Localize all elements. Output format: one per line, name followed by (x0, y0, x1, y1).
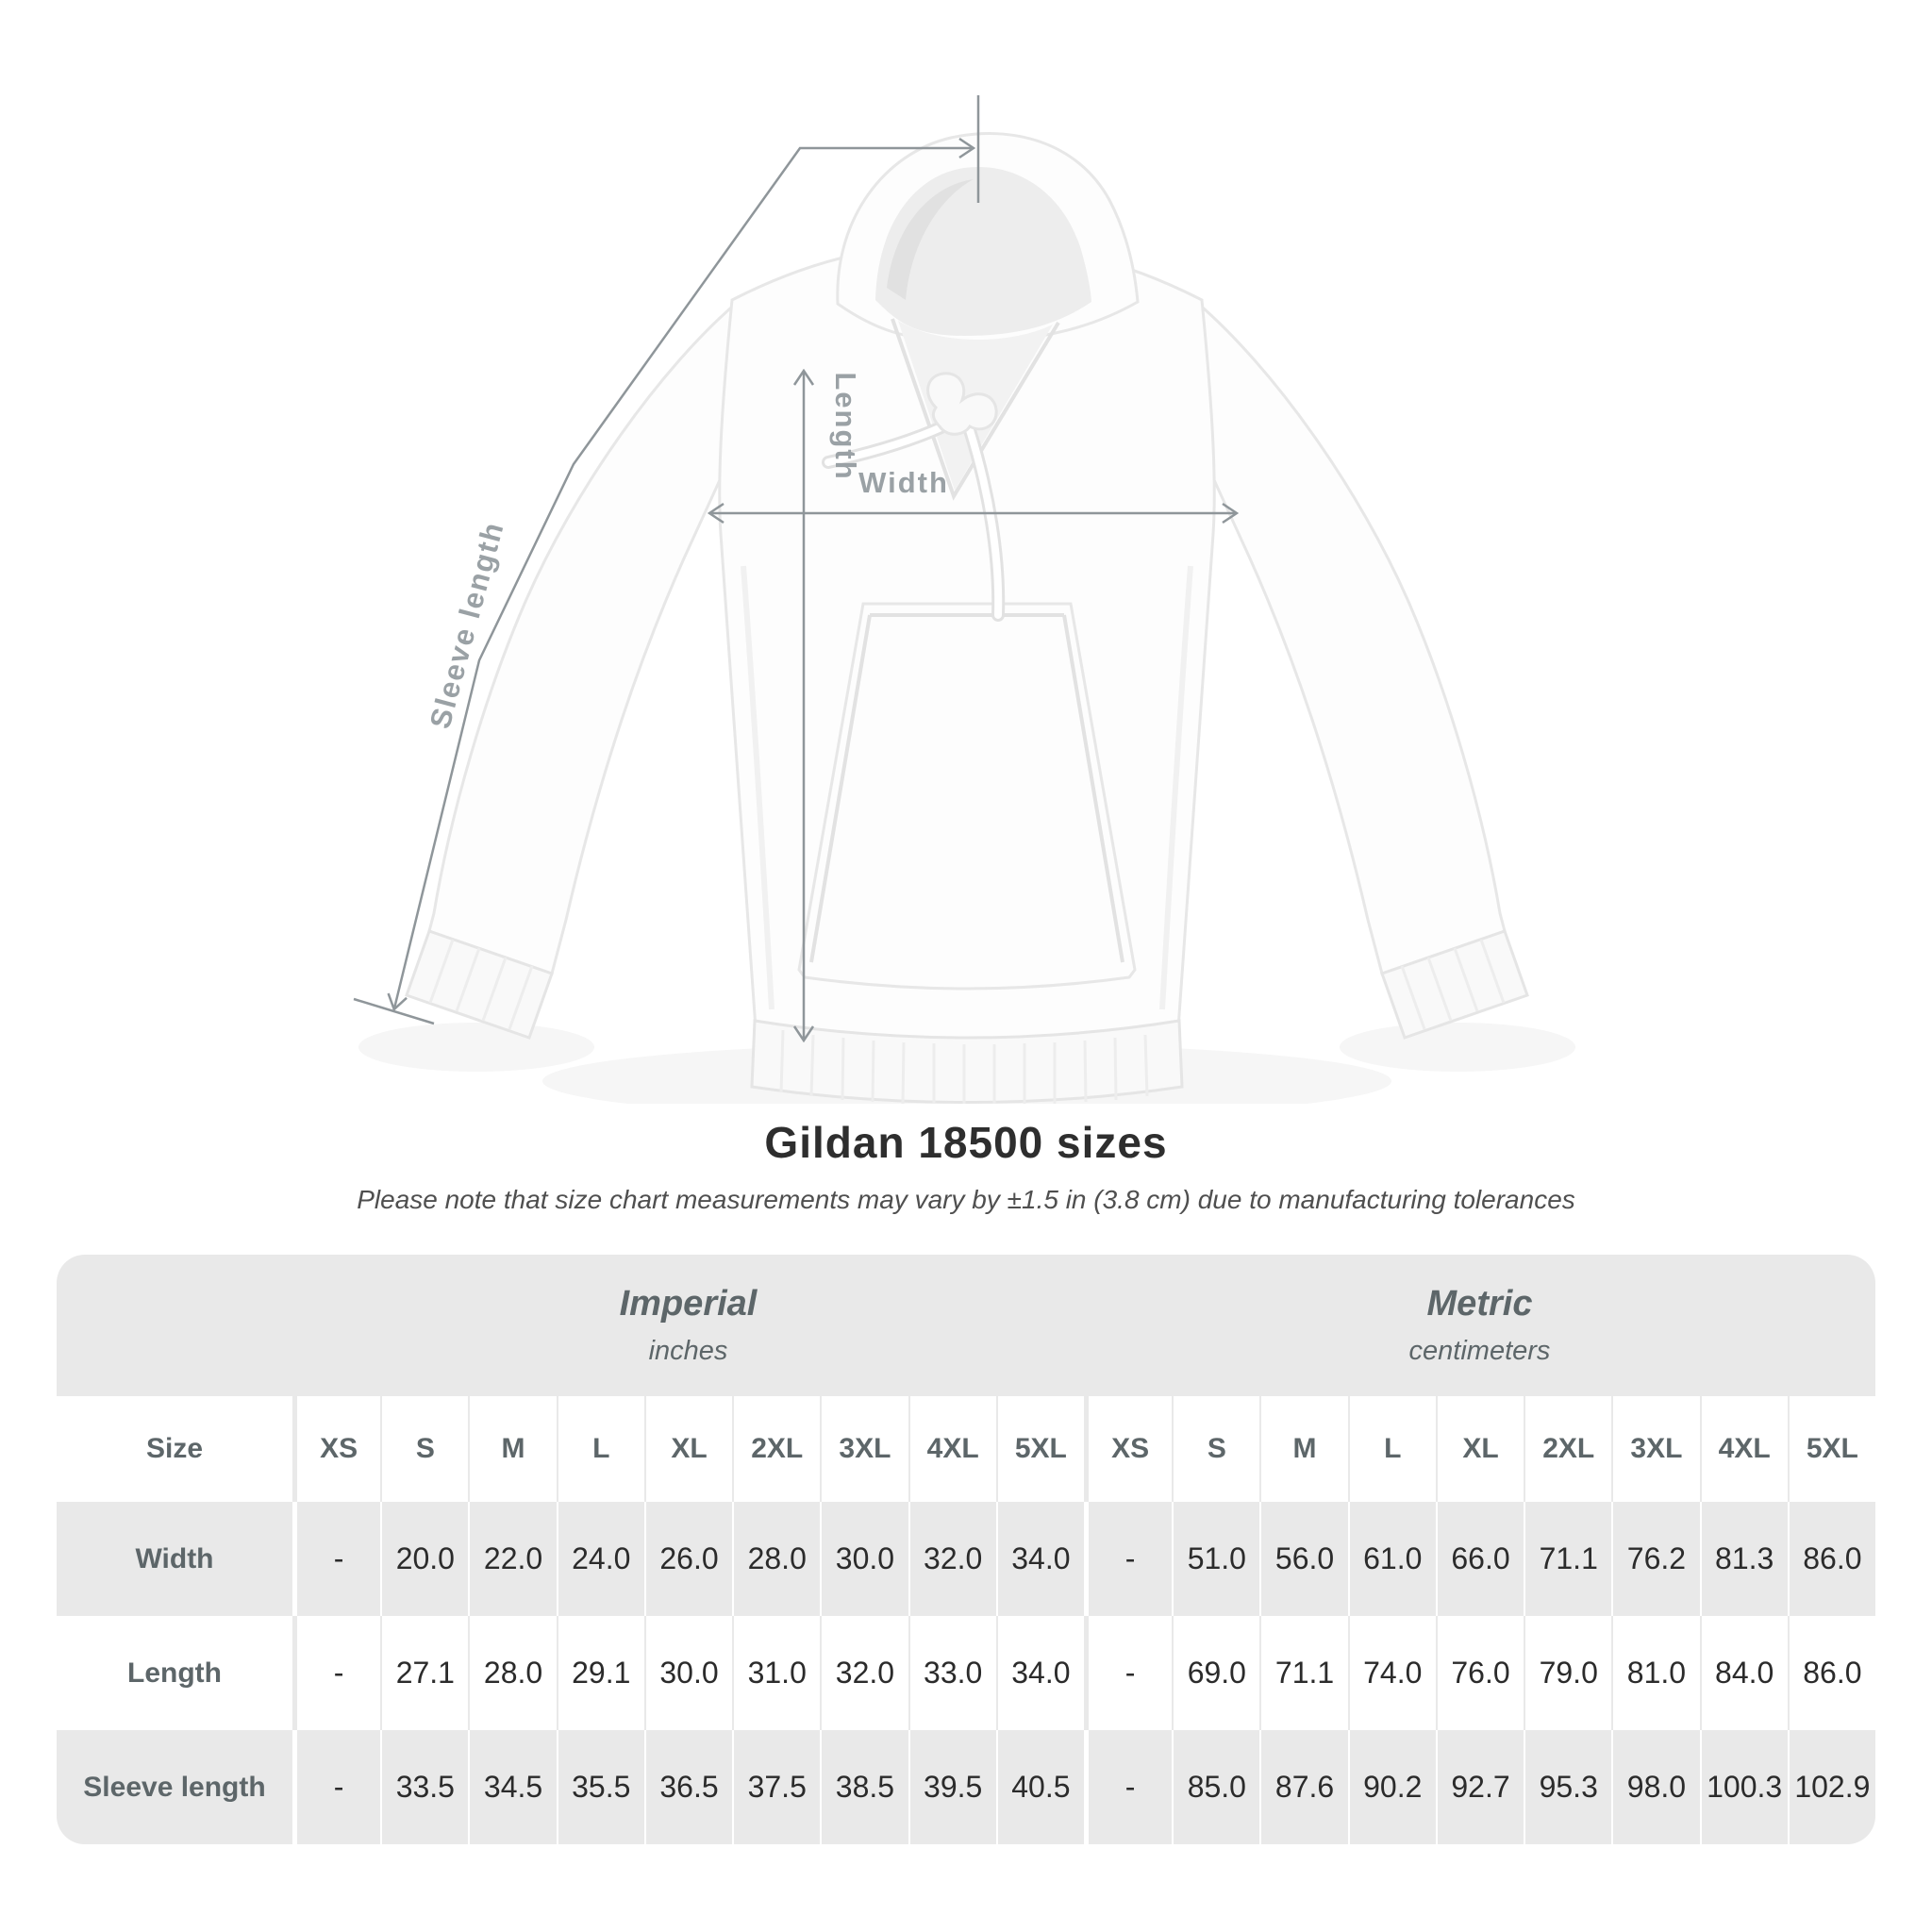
size-header-imperial-4xl: 4XL (908, 1396, 996, 1502)
value-imperial-width: 26.0 (644, 1502, 732, 1616)
size-header-imperial-xl: XL (644, 1396, 732, 1502)
value-imperial-length: 27.1 (380, 1616, 468, 1730)
value-metric-sleeve-length: 90.2 (1348, 1730, 1436, 1844)
value-imperial-sleeve-length: 38.5 (820, 1730, 908, 1844)
metric-section-header (1084, 1255, 1875, 1396)
value-metric-length: 79.0 (1524, 1616, 1611, 1730)
value-metric-sleeve-length: 95.3 (1524, 1730, 1611, 1844)
value-metric-width: 86.0 (1788, 1502, 1875, 1616)
value-imperial-width: 20.0 (380, 1502, 468, 1616)
value-metric-sleeve-length: 92.7 (1436, 1730, 1524, 1844)
value-imperial-length: 31.0 (732, 1616, 820, 1730)
value-metric-sleeve-length: 98.0 (1611, 1730, 1699, 1844)
value-imperial-width: 30.0 (820, 1502, 908, 1616)
imperial-section-header (292, 1255, 1084, 1396)
size-header-imperial-s: S (380, 1396, 468, 1502)
size-header-metric-xs: XS (1084, 1396, 1172, 1502)
value-metric-width: 76.2 (1611, 1502, 1699, 1616)
value-imperial-length: 30.0 (644, 1616, 732, 1730)
size-table (57, 1255, 1875, 1844)
value-metric-length: 69.0 (1172, 1616, 1259, 1730)
value-metric-width: 51.0 (1172, 1502, 1259, 1616)
sleeve-length-label: Sleeve length (423, 517, 510, 732)
value-imperial-length: 32.0 (820, 1616, 908, 1730)
size-header-imperial-xs: XS (292, 1396, 380, 1502)
size-header-metric-2xl: 2XL (1524, 1396, 1611, 1502)
value-metric-length: 71.1 (1259, 1616, 1347, 1730)
value-imperial-sleeve-length: 33.5 (380, 1730, 468, 1844)
value-metric-width: 81.3 (1700, 1502, 1788, 1616)
size-header-imperial-3xl: 3XL (820, 1396, 908, 1502)
width-label: Width (858, 466, 949, 499)
value-imperial-length: 29.1 (557, 1616, 644, 1730)
value-metric-length: 81.0 (1611, 1616, 1699, 1730)
value-imperial-sleeve-length: 34.5 (468, 1730, 556, 1844)
value-imperial-width: 24.0 (557, 1502, 644, 1616)
value-imperial-width: 34.0 (996, 1502, 1084, 1616)
value-imperial-length: 34.0 (996, 1616, 1084, 1730)
value-imperial-sleeve-length: - (292, 1730, 380, 1844)
size-header-metric-s: S (1172, 1396, 1259, 1502)
size-column-header: Size (57, 1396, 292, 1502)
units-header-band (57, 1255, 1875, 1396)
size-header-imperial-m: M (468, 1396, 556, 1502)
metric-section-title: Metric (1426, 1284, 1533, 1324)
length-label: Length (829, 372, 862, 481)
value-metric-width: 56.0 (1259, 1502, 1347, 1616)
soft-shadow (1340, 1023, 1575, 1072)
value-imperial-length: - (292, 1616, 380, 1730)
row-label-sleeve-length: Sleeve length (57, 1730, 292, 1844)
value-imperial-width: - (292, 1502, 380, 1616)
value-imperial-length: 28.0 (468, 1616, 556, 1730)
value-metric-width: 61.0 (1348, 1502, 1436, 1616)
soft-shadow (358, 1023, 594, 1072)
value-metric-length: 76.0 (1436, 1616, 1524, 1730)
value-imperial-length: 33.0 (908, 1616, 996, 1730)
hoodie-mockup (358, 134, 1575, 1104)
size-header-imperial-l: L (557, 1396, 644, 1502)
value-imperial-width: 32.0 (908, 1502, 996, 1616)
size-header-imperial-5xl: 5XL (996, 1396, 1084, 1502)
value-imperial-sleeve-length: 35.5 (557, 1730, 644, 1844)
tolerance-note: Please note that size chart measurements may vary by ±1.5 in (3.8 cm) due to manufacturing tolerances (357, 1185, 1575, 1214)
value-metric-length: - (1084, 1616, 1172, 1730)
row-label-length: Length (57, 1616, 292, 1730)
row-label-width: Width (57, 1502, 292, 1616)
value-metric-width: 71.1 (1524, 1502, 1611, 1616)
metric-section-unit: centimeters (1408, 1336, 1551, 1366)
value-imperial-sleeve-length: 37.5 (732, 1730, 820, 1844)
size-header-metric-4xl: 4XL (1700, 1396, 1788, 1502)
value-imperial-width: 22.0 (468, 1502, 556, 1616)
value-metric-width: - (1084, 1502, 1172, 1616)
chart-title: Gildan 18500 sizes (764, 1118, 1168, 1167)
value-imperial-sleeve-length: 40.5 (996, 1730, 1084, 1844)
value-metric-length: 74.0 (1348, 1616, 1436, 1730)
value-metric-sleeve-length: 100.3 (1700, 1730, 1788, 1844)
value-metric-sleeve-length: 87.6 (1259, 1730, 1347, 1844)
imperial-section-title: Imperial (619, 1284, 758, 1324)
value-metric-sleeve-length: 102.9 (1788, 1730, 1875, 1844)
value-metric-sleeve-length: 85.0 (1172, 1730, 1259, 1844)
imperial-section-unit: inches (648, 1336, 728, 1366)
size-header-metric-m: M (1259, 1396, 1347, 1502)
size-table-grid (57, 1396, 1875, 1844)
value-imperial-width: 28.0 (732, 1502, 820, 1616)
value-imperial-sleeve-length: 39.5 (908, 1730, 996, 1844)
size-header-metric-xl: XL (1436, 1396, 1524, 1502)
size-header-metric-3xl: 3XL (1611, 1396, 1699, 1502)
sleeve-cuff-tick (354, 999, 434, 1024)
size-header-metric-5xl: 5XL (1788, 1396, 1875, 1502)
value-metric-length: 86.0 (1788, 1616, 1875, 1730)
right-sleeve (1196, 302, 1505, 974)
value-metric-length: 84.0 (1700, 1616, 1788, 1730)
size-header-imperial-2xl: 2XL (732, 1396, 820, 1502)
value-imperial-sleeve-length: 36.5 (644, 1730, 732, 1844)
value-metric-width: 66.0 (1436, 1502, 1524, 1616)
size-header-metric-l: L (1348, 1396, 1436, 1502)
value-metric-sleeve-length: - (1084, 1730, 1172, 1844)
